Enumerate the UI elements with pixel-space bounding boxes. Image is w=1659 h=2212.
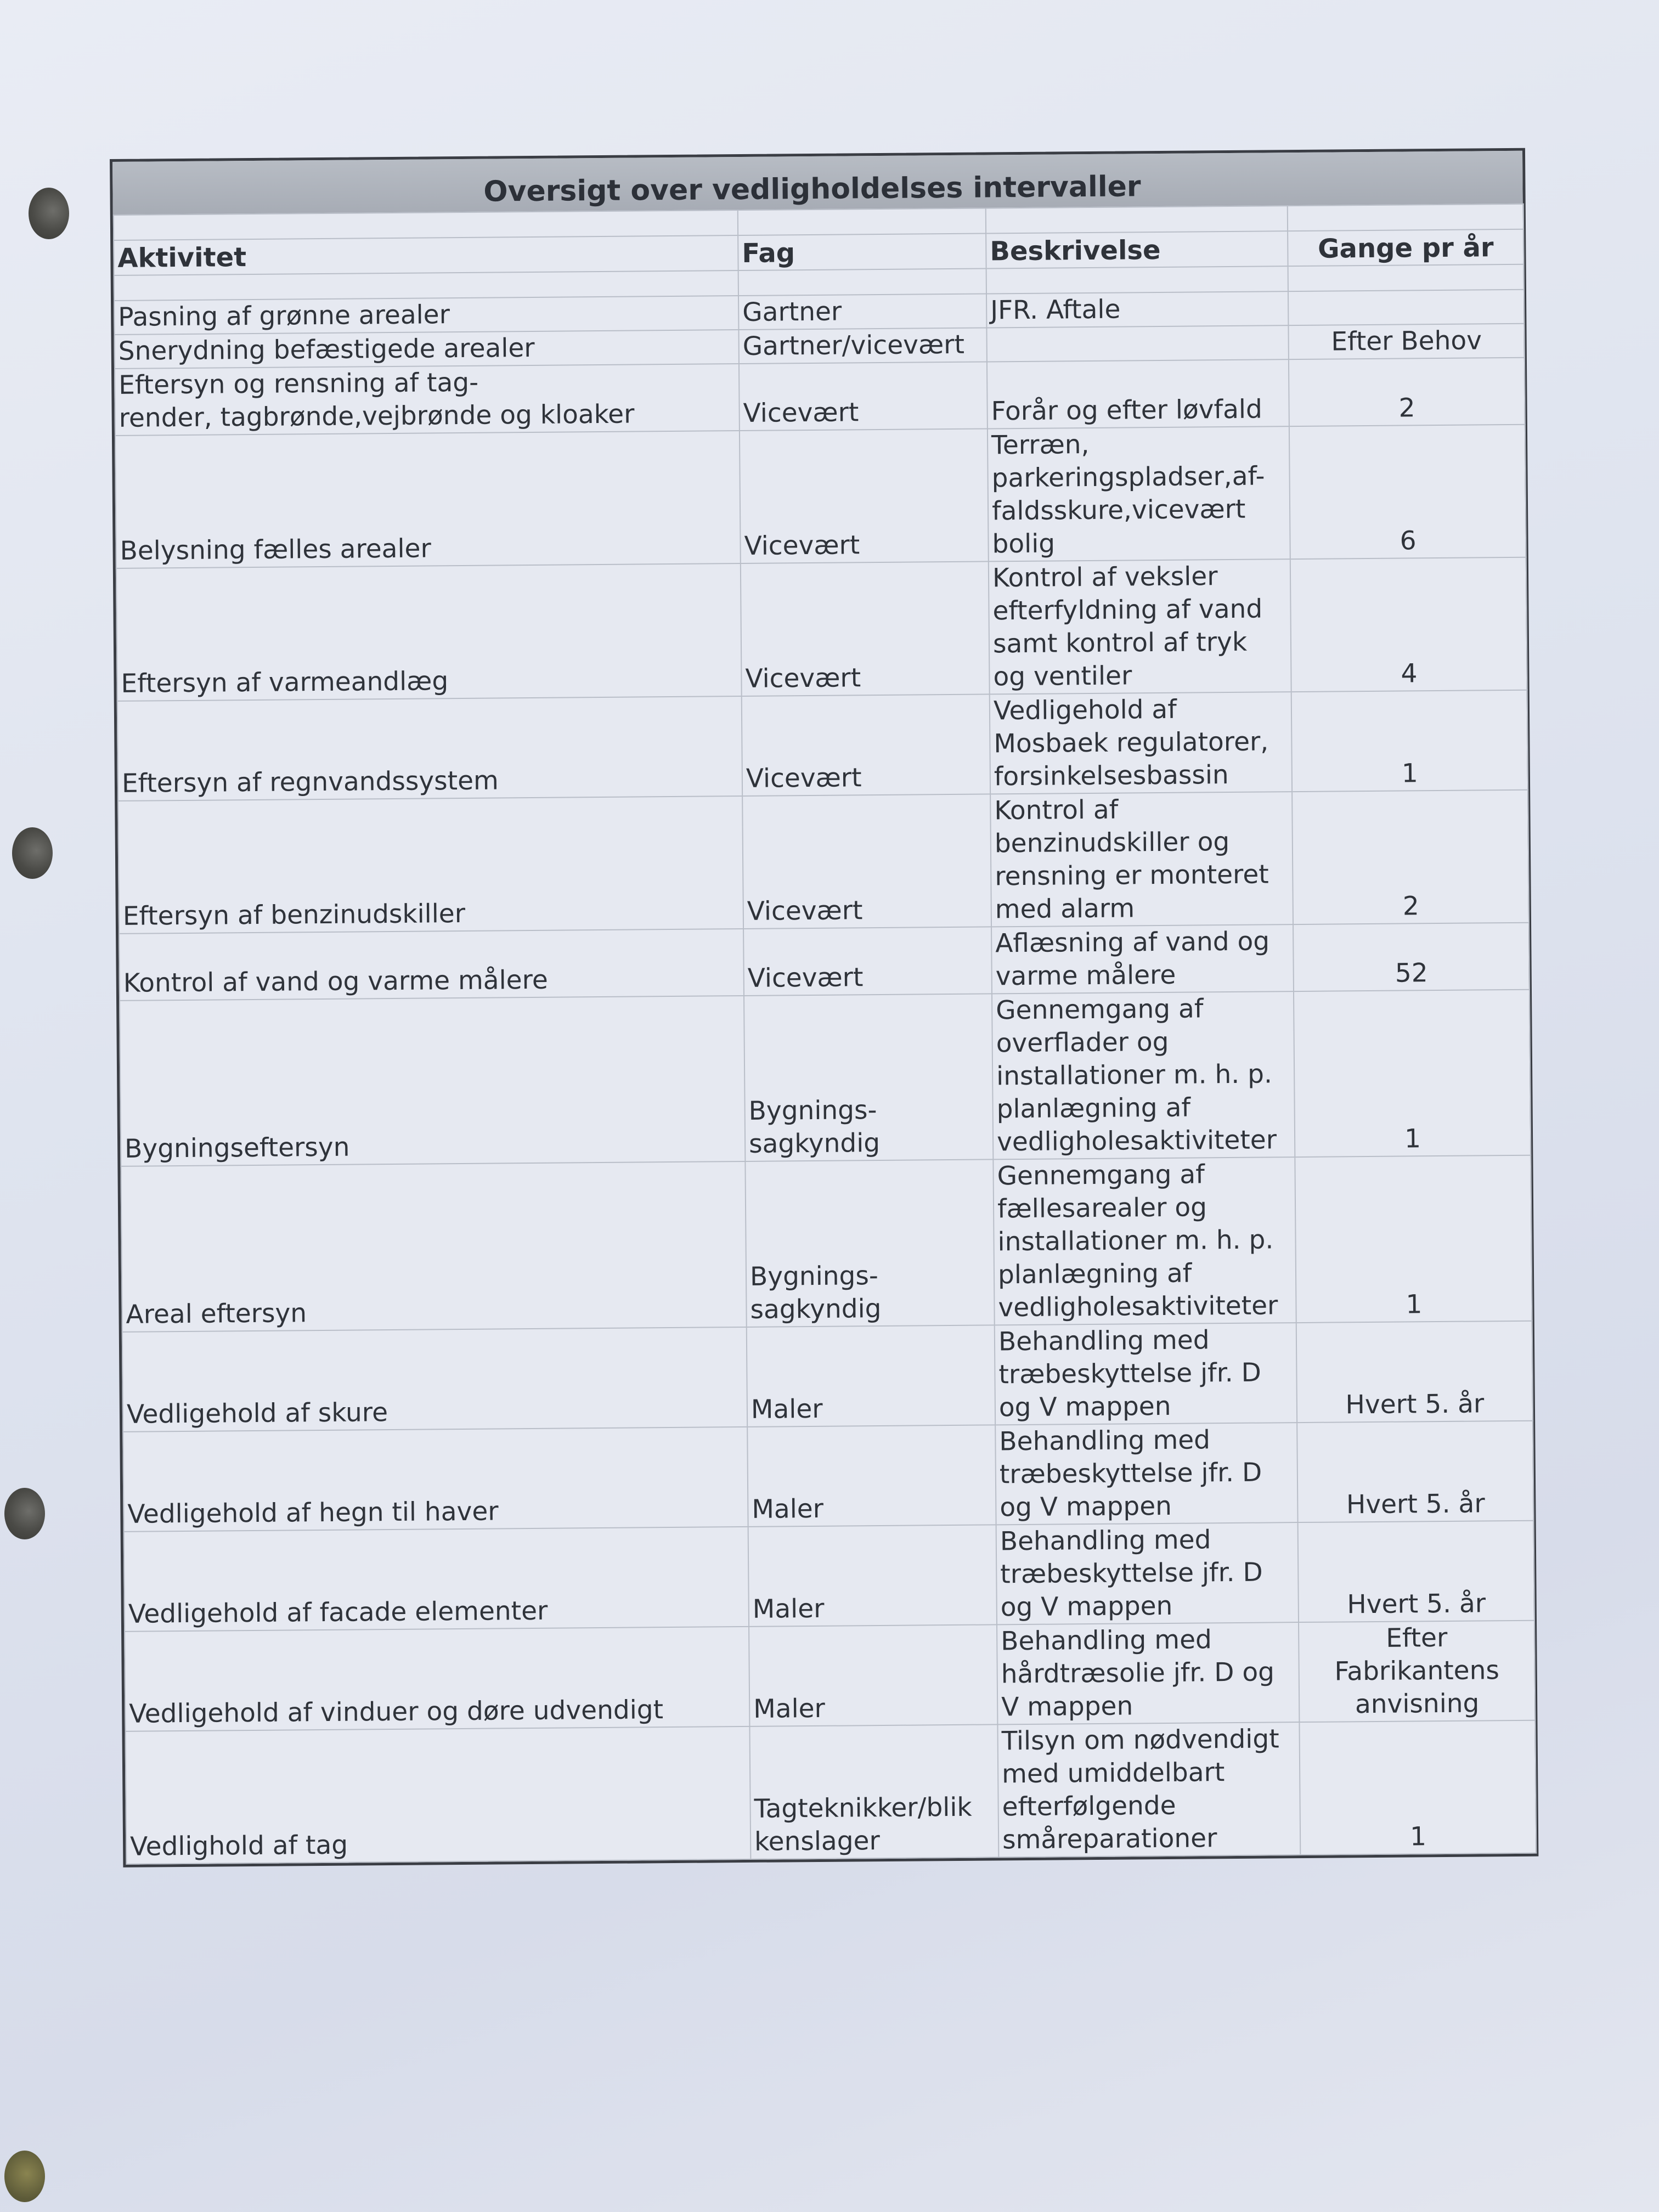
cell-trade: Bygnings- sagkyndig [744,994,993,1161]
table-row [118,790,1529,934]
page-title: Oversigt over vedligholdelses intervaller [483,170,1141,208]
cell-trade: Vicevært [742,694,990,796]
cell-frequency: 2 [1289,358,1525,426]
table-row [124,1521,1534,1632]
cell-trade: Maler [749,1624,997,1726]
cell-description: Aflæsning af vand og varme målere [991,924,1294,994]
punch-hole [29,188,69,239]
cell-activity: Vedligehold af facade elementer [124,1527,749,1632]
table-row [116,557,1527,701]
cell-trade: Bygnings- sagkyndig [745,1159,994,1327]
table-row [115,425,1526,568]
table-row [115,358,1525,436]
cell-trade: Tagteknikker/blik kenslager [749,1724,998,1859]
table-row [123,1421,1533,1532]
table-row [119,923,1530,1001]
table-row [122,1321,1533,1432]
cell-description: Gennemgang af overflader og installationer m. h. p. planlægning af vedligholesaktiviteter [992,991,1295,1159]
cell-description: Kontrol af benzinudskiller og rensning er monteret med alarm [990,792,1293,927]
header-activity: Aktivitet [114,235,738,275]
cell-frequency: Hvert 5. år [1296,1321,1533,1423]
cell-activity: Vedligehold af skure [122,1327,747,1432]
cell-description: Forår og efter løvfald [987,359,1289,428]
cell-frequency: 1 [1299,1720,1536,1855]
cell-description: Behandling med træbeskyttelse jfr. D og V mappen [996,1522,1299,1624]
cell-description: JFR. Aftale [986,291,1288,328]
table-row [125,1621,1535,1731]
cell-frequency: 6 [1289,425,1526,559]
cell-activity: Pasning af grønne arealer [114,296,738,335]
table-row [120,990,1531,1166]
cell-description: Gennemgang af fællesarealer og installationer m. h. p. planlægning af vedligholesaktiviteter [993,1157,1296,1325]
cell-description: Terræn, parkeringspladser,af- faldsskure,vicevært bolig [988,426,1290,561]
cell-activity: Eftersyn af benzinudskiller [118,796,743,934]
cell-activity: Snerydning befæstigede arealer [115,330,739,369]
cell-frequency: Efter Fabrikantens anvisning [1299,1621,1535,1722]
cell-activity: Eftersyn og rensning af tag- render, tagbrønde,vejbrønde og kloaker [115,364,740,436]
cell-activity: Areal eftersyn [121,1161,746,1332]
cell-frequency: Hvert 5. år [1297,1421,1533,1522]
cell-description: Vedligehold af Mosbaek regulatorer, forsinkelsesbassin [990,692,1292,794]
cell-frequency: 4 [1290,557,1527,692]
cell-activity: Belysning fælles arealer [115,431,741,568]
punch-hole [12,827,53,879]
cell-frequency: 1 [1295,1155,1532,1323]
punch-hole [4,2151,45,2202]
cell-trade: Maler [747,1325,995,1427]
cell-description [986,325,1288,362]
cell-trade: Gartner [738,294,986,330]
cell-description: Tilsyn om nødvendigt med umiddelbart efterfølgende småreparationer [997,1722,1300,1857]
cell-frequency: Hvert 5. år [1298,1521,1534,1622]
cell-frequency: 52 [1293,923,1530,991]
cell-frequency: 2 [1292,790,1529,924]
cell-activity: Eftersyn af varmeandlæg [116,563,742,701]
punch-hole [4,1488,45,1539]
header-frequency: Gange pr år [1288,229,1523,266]
table-row [117,690,1528,801]
cell-activity: Vedlighold af tag [126,1726,751,1864]
cell-description: Kontrol af veksler efterfyldning af vand samt kontrol af tryk og ventiler [989,559,1291,694]
header-trade: Fag [738,233,986,270]
cell-activity: Eftersyn af regnvandssystem [117,696,742,801]
cell-frequency: 1 [1294,990,1531,1157]
cell-activity: Bygningseftersyn [120,996,745,1166]
cell-trade: Vicevært [741,561,990,696]
cell-description: Behandling med træbeskyttelse jfr. D og V mappen [995,1323,1297,1425]
cell-trade: Vicevært [742,794,991,929]
cell-trade: Gartner/vicevært [738,328,986,364]
cell-trade: Vicevært [739,362,988,431]
cell-activity: Vedligehold af hegn til haver [123,1427,748,1532]
cell-trade: Vicevært [740,428,989,563]
header-description: Beskrivelse [986,231,1288,268]
table-row [126,1720,1537,1864]
maintenance-table-sheet [110,148,1538,1867]
cell-frequency: 1 [1291,690,1528,792]
maintenance-table [113,204,1537,1865]
cell-activity: Vedligehold af vinduer og døre udvendigt [125,1627,749,1731]
cell-trade: Maler [748,1525,997,1627]
table-row [121,1155,1532,1332]
cell-description: Behandling med træbeskyttelse jfr. D og V mappen [995,1423,1297,1525]
cell-trade: Vicevært [743,927,992,996]
cell-frequency [1288,290,1524,325]
cell-description: Behandling med hårdtræsolie jfr. D og V mappen [997,1622,1299,1724]
cell-frequency: Efter Behov [1288,324,1524,359]
cell-activity: Kontrol af vand og varme målere [119,929,744,1001]
cell-trade: Maler [747,1425,996,1527]
